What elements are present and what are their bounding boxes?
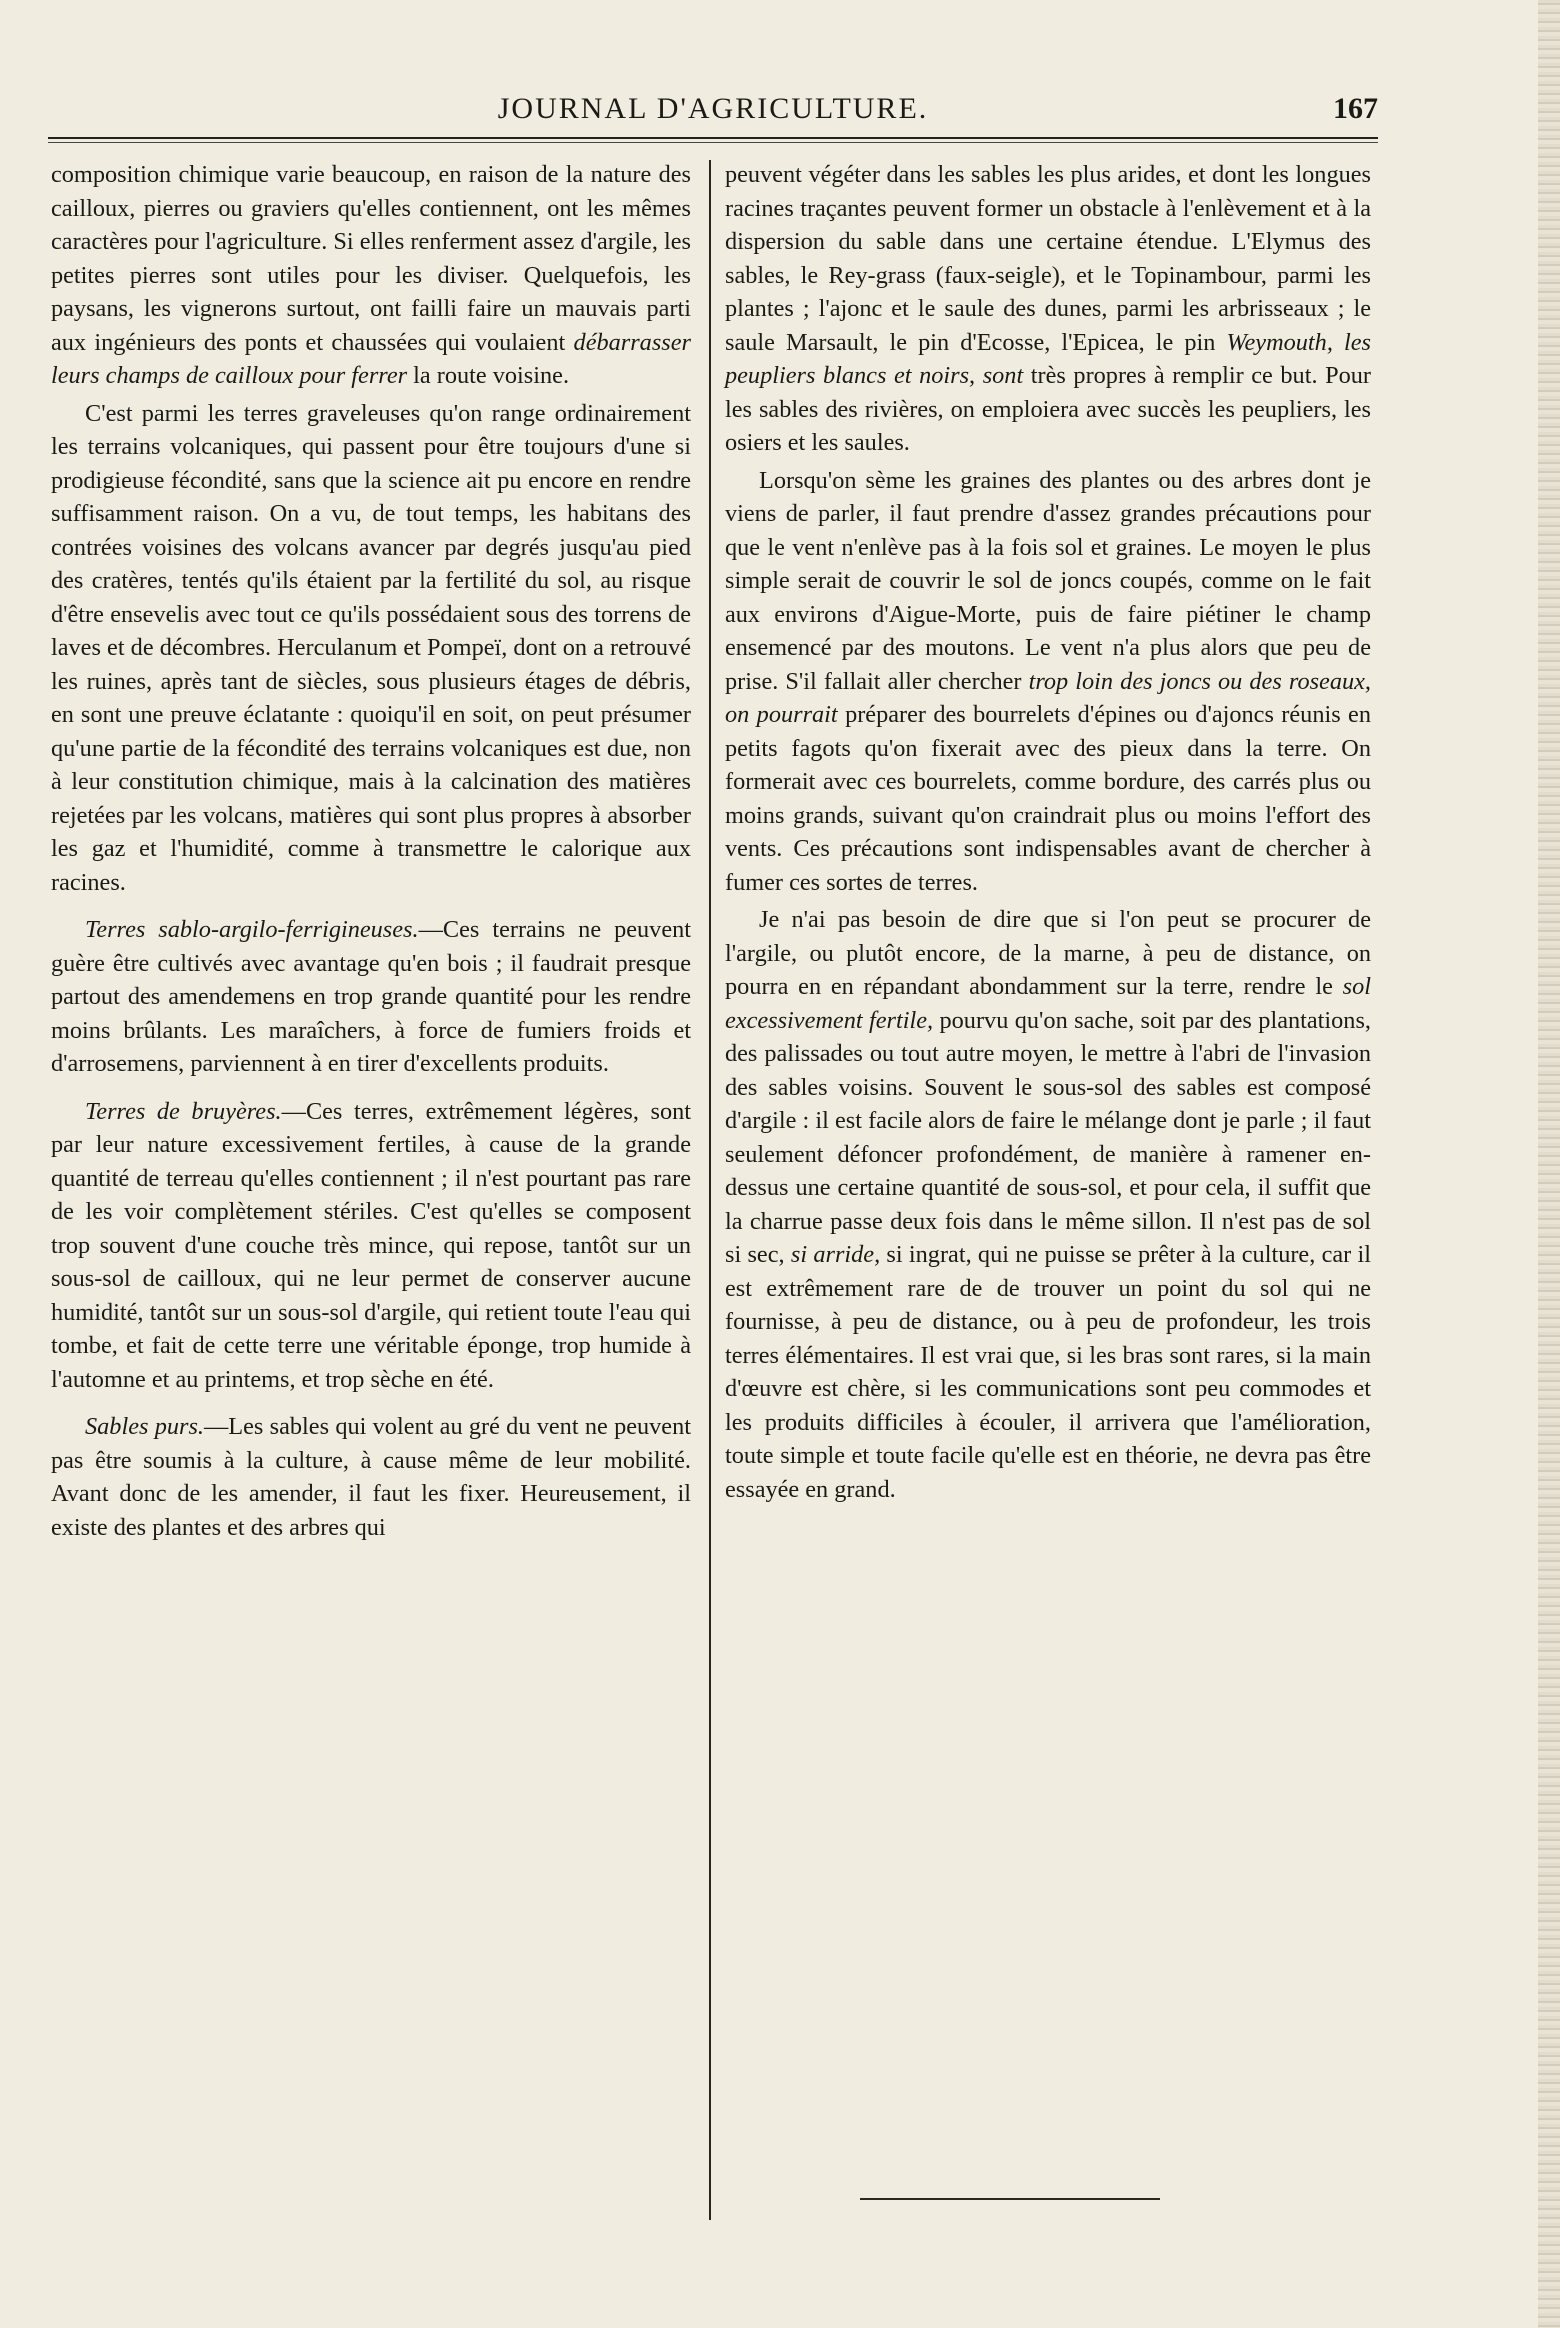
- header-rule: [48, 137, 1378, 143]
- page-number: 167: [1333, 92, 1378, 125]
- section-heading: Terres sablo-argilo-ferrigineuses.: [85, 916, 419, 943]
- emphasis-text: si arride,: [790, 1241, 881, 1268]
- paragraph-text: —Les sables qui volent au gré du vent ne peuvent pas être soumis à la culture, à cause même de leur mobilité. Avant donc de les amender, il faut les fixer. Heureusement, il existe des plantes et des arbres qui: [51, 1413, 691, 1541]
- section-heading: Sables purs.: [85, 1413, 204, 1440]
- journal-title: JOURNAL D'AGRICULTURE.: [497, 92, 929, 125]
- paragraph-text: si ingrat, qui ne puisse se prêter à la culture, car il est extrêmement rare de de trouver un point du sol qui ne fournisse, à peu de distance, ou à peu de profondeur, les trois terres élémentaires. Il est vrai que, si les bras sont rares, si la main d'œuvre est chère, si les communications sont peu commodes et les produits difficiles à écouler, il arrivera que l'amélioration, toute simple et toute facile qu'elle est en théorie, ne devra pas être essayée en grand.: [725, 1241, 1371, 1503]
- end-rule: [860, 2198, 1160, 2200]
- left-column: [51, 158, 691, 1548]
- emphasis-text: sol excessivement fertile,: [725, 973, 1371, 1034]
- emphasis-text: débarrasser leurs champs de cailloux pour ferrer: [51, 328, 691, 389]
- paragraph-text: composition chimique varie beaucoup, en raison de la nature des cailloux, pierres ou graviers qu'elles contiennent, ont les mêmes caractères pour l'agriculture. Si elles renferment assez d'argile, les petites pierres sont utiles pour les diviser. Quelquefois, les paysans, les vignerons surtout, ont failli faire un mauvais parti aux ingénieurs des ponts et chaussées qui voulaient: [51, 161, 691, 356]
- running-header: [48, 92, 1378, 132]
- section-heading: Terres de bruyères.: [85, 1097, 282, 1125]
- paragraph-text: préparer des bourrelets d'épines ou d'ajoncs réunis en petits fagots qu'on fixerait avec des pieux dans la terre. On formerait avec ces bourrelets, comme bordure, des carrés plus ou moins grands, suivant qu'on craindrait plus ou moins l'effort des vents. Ces précautions sont indispensables avant de chercher à fumer ces sortes de terres.: [725, 701, 1371, 896]
- paragraph: C'est parmi les terres graveleuses qu'on range ordinairement les terrains volcaniques, qui passent pour être toujours d'une si prodigieuse fécondité, sans que la science ait pu encore en rendre suffisamment raison. On a vu, de tout temps, les habitans des contrées voisines des volcans avancer par degrés jusqu'au pied des cratères, tentés qu'ils étaient par la fertilité du sol, au risque d'être ensevelis avec tout ce qu'ils possédaient sous des torrens de laves et de décombres. Herculanum et Pompeï, dont on a retrouvé les ruines, après tant de siècles, sous plusieurs étages de débris, en sont une preuve éclatante : quoiqu'il en soit, on peut présumer qu'une partie de la fécondité des terrains volcaniques est due, non à leur constitution chimique, mais à la calcination des matières rejetées par les volcans, matières qui sont plus propres à absorber les gaz et l'humidité, comme à transmettre le calorique aux racines.: [51, 399, 691, 896]
- paragraph: [725, 903, 1371, 1506]
- section-paragraph: [51, 1095, 691, 1397]
- paragraph: [725, 464, 1371, 900]
- page-edge: [1538, 0, 1560, 2328]
- paragraph-text: Je n'ai pas besoin de dire que si l'on peut se procurer de l'argile, ou plutôt encore, de la marne, à peu de distance, on pourra en en répandant abondamment sur la terre, rendre le: [725, 906, 1371, 1000]
- paragraph-text: la route voisine.: [407, 362, 570, 389]
- paragraph-text: pourvu qu'on sache, soit par des plantations, des palissades ou tout autre moyen, le mettre à l'abri de l'invasion des sables voisins. Souvent le sous-sol des sables est composé d'argile : il est facile alors de faire le mélange dont je parle ; il faut seulement défoncer profondément, de manière à ramener en-dessus une certaine quantité de sous-sol, et pour cela, il suffit que la charrue passe deux fois dans le même sillon. Il n'est pas de sol si sec,: [725, 1006, 1371, 1268]
- section-paragraph: [51, 913, 691, 1081]
- paragraph-text: Lorsqu'on sème les graines des plantes ou des arbres dont je viens de parler, il faut prendre d'assez grandes précautions pour que le vent n'enlève pas à la fois sol et graines. Le moyen le plus simple serait de couvrir le sol de joncs coupés, comme on le fait aux environs d'Aigue-Morte, puis de faire piétiner le champ ensemencé par des moutons. Le vent n'a plus alors que peu de prise. S'il fallait aller chercher: [725, 466, 1371, 695]
- column-divider: [709, 160, 711, 2220]
- paragraph-text: —Ces terres, extrêmement légères, sont par leur nature excessivement fertiles, à cause de la grande quantité de terreau qu'elles contiennent ; il n'est pourtant pas rare de les voir complètement stériles. C'est qu'elles se composent trop souvent d'une couche très mince, qui repose, tantôt sur un sous-sol de cailloux, qui ne leur permet de conserver aucune humidité, tantôt sur un sous-sol d'argile, qui retient toute l'eau qui tombe, et fait de cette terre une véritable éponge, trop humide à l'automne et au printems, et trop sèche en été.: [51, 1097, 691, 1393]
- paragraph-text: —Ces terrains ne peuvent guère être cultivés avec avantage qu'en bois ; il faudrait presque partout des amendemens en trop grande quantité pour les rendre moins brûlants. Les maraîchers, à force de fumiers froids et d'arrosemens, parviennent à en tirer d'excellents produits.: [51, 916, 692, 1077]
- right-column: [725, 158, 1371, 1510]
- paragraph: [725, 158, 1371, 460]
- paragraph-text: très propres à remplir ce but. Pour les sables des rivières, on emploiera avec succès les peupliers, les osiers et les saules.: [725, 362, 1371, 456]
- emphasis-text: Weymouth, les peupliers blancs et noirs, sont: [725, 328, 1371, 389]
- section-paragraph: [51, 1410, 691, 1544]
- paragraph-text: peuvent végéter dans les sables les plus arides, et dont les longues racines traçantes peuvent former un obstacle à l'enlèvement et à la dispersion du sable dans une certaine étendue. L'Elymus des sables, le Rey-grass (faux-seigle), et le Topinambour, parmi les plantes ; l'ajonc et le saule des dunes, parmi les arbrisseaux ; le saule Marsault, le pin d'Ecosse, l'Epicea, le pin: [725, 161, 1371, 356]
- emphasis-text: trop loin des joncs ou des roseaux, on pourrait: [725, 667, 1371, 728]
- paragraph: [51, 158, 691, 393]
